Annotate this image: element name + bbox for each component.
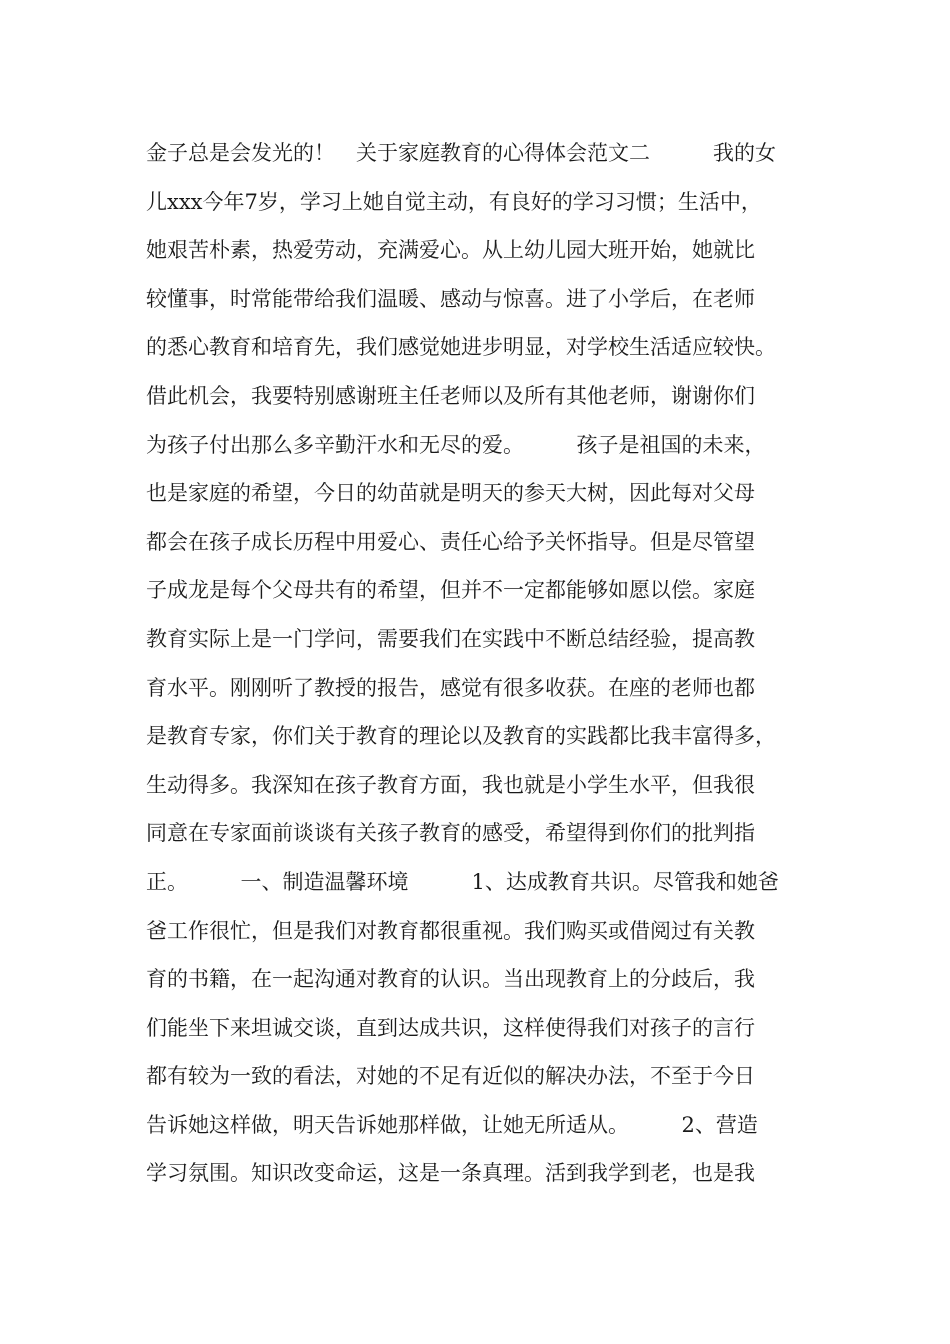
text-line: 金子总是会发光的！ 关于家庭教育的心得体会范文二 我的女 bbox=[146, 141, 776, 165]
text-line: 爸工作很忙，但是我们对教育都很重视。我们购买或借阅过有关教 bbox=[146, 918, 755, 943]
text-line: 们能坐下来坦诚交谈，直到达成共识，这样使得我们对孩子的言行 bbox=[146, 1015, 755, 1040]
text-line: 是教育专家，你们关于教育的理论以及教育的实践都比我丰富得多， bbox=[146, 724, 776, 749]
text-line: 育水平。刚刚听了教授的报告，感觉有很多收获。在座的老师也都 bbox=[146, 675, 755, 700]
text-line: 都会在孩子成长历程中用爱心、责任心给予关怀指导。但是尽管望 bbox=[146, 529, 755, 554]
text-line: 借此机会，我要特别感谢班主任老师以及所有其他老师，谢谢你们 bbox=[146, 383, 755, 408]
text-line: 都有较为一致的看法，对她的不足有近似的解决办法，不至于今日 bbox=[146, 1064, 755, 1089]
text-line: 为孩子付出那么多辛勤汗水和无尽的爱。 孩子是祖国的未来， bbox=[146, 432, 766, 457]
text-line: 同意在专家面前谈谈有关孩子教育的感受，希望得到你们的批判指 bbox=[146, 821, 755, 846]
text-line: 子成龙是每个父母共有的希望，但并不一定都能够如愿以偿。家庭 bbox=[146, 578, 755, 603]
text-line: 告诉她这样做，明天告诉她那样做，让她无所适从。 2、营造 bbox=[146, 1112, 758, 1137]
text-line: 育的书籍，在一起沟通对教育的认识。当出现教育上的分歧后，我 bbox=[146, 967, 755, 992]
text-line: 儿xxx今年7岁，学习上她自觉主动，有良好的学习习惯；生活中， bbox=[146, 189, 762, 214]
text-line: 的悉心教育和培育先，我们感觉她进步明显，对学校生活适应较快。 bbox=[146, 335, 776, 360]
text-line: 她艰苦朴素，热爱劳动，充满爱心。从上幼儿园大班开始，她就比 bbox=[146, 238, 755, 263]
text-line: 学习氛围。知识改变命运，这是一条真理。活到我学到老，也是我 bbox=[146, 1161, 755, 1186]
body-text bbox=[146, 133, 816, 1202]
text-line: 教育实际上是一门学问，需要我们在实践中不断总结经验，提高教 bbox=[146, 626, 755, 651]
text-line: 较懂事，时常能带给我们温暖、感动与惊喜。进了小学后，在老师 bbox=[146, 286, 755, 311]
text-line: 正。 一、制造温馨环境 1、达成教育共识。尽管我和她爸 bbox=[146, 869, 779, 894]
text-line: 也是家庭的希望，今日的幼苗就是明天的参天大树，因此每对父母 bbox=[146, 481, 755, 506]
text-line: 生动得多。我深知在孩子教育方面，我也就是小学生水平，但我很 bbox=[146, 772, 755, 797]
